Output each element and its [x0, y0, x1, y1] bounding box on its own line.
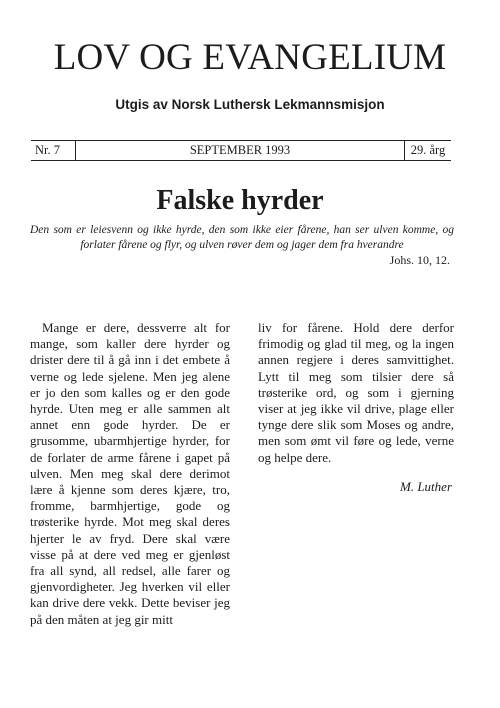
issue-date: SEPTEMBER 1993	[75, 141, 405, 160]
masthead-title: LOV OG EVANGELIUM	[53, 37, 447, 78]
scripture-quote: Den som er leiesvenn og ikke hyrde, den som ikke eier fårene, han ser ulven komme, og forlater fårene og flyr, og ulven røver dem og jager dem fra hverandre	[30, 224, 454, 251]
article-body-right: liv for fårene. Hold dere derfor frimodig og glad til meg, og la ingen annen regjere i deres samvittighet. Lytt til meg som tilsier dere så trøsterike ord, og som i gjerning viser at jeg ikke vil drive, plage eller tynge dere slik som Moses og andre, men som ømt vil føre og lede, verne og helpe dere.	[258, 320, 454, 465]
article-column-left	[30, 320, 230, 628]
article-column-right	[258, 320, 454, 466]
masthead-subtitle: Utgis av Norsk Luthersk Lekmannsmisjon	[115, 97, 385, 112]
scripture-reference: Johs. 10, 12.	[389, 253, 450, 267]
article-body-left: Mange er dere, dessverre alt for mange, som kaller dere hyrder og drister dere til å gå inn i det embete å verne og lede sjelene. Men jeg alene er jo den som kalles og er den gode hyrde. Uten meg er alle sammen alt annet enn gode hyrder. De er grusomme, ubarmhjertige hyrder, for de forlater de arme fårene i gapet på ulven. Men meg skal dere derimot lære å kjenne som deres kjære, tro, fromme, barmhjertige, gode og trøsterike hyrde. Mot meg skal deres hjerter le av fryd. Dere skal være visse på at dere ved meg er gjenløst fra all synd, all redsel, alle farer og gjenvordigheter. Jeg hverken vil eller kan drive dere vekk. Dette beviser jeg på den måten at jeg gir mitt	[30, 320, 230, 627]
issue-volume: 29. årg	[410, 143, 446, 157]
article-signature: M. Luther	[400, 479, 452, 494]
issue-number: Nr. 7	[35, 143, 60, 157]
issue-info-bar	[31, 140, 451, 161]
article-headline: Falske hyrder	[156, 185, 324, 216]
